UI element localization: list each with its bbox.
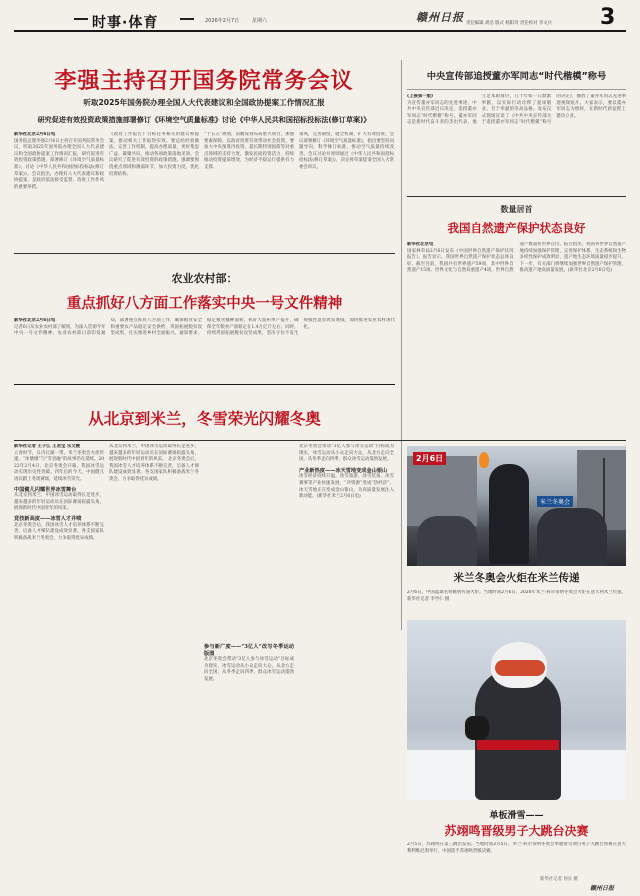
torchbearer-figure bbox=[489, 464, 529, 564]
newspaper-logo: 赣州日报 bbox=[416, 11, 464, 24]
olympic-headline: 从北京到米兰，冬雪荣光闪耀冬奥 bbox=[88, 410, 321, 428]
goggles-icon bbox=[495, 660, 545, 676]
lead-dateline: 新华社北京2月6日电 bbox=[14, 132, 56, 137]
snowboard-photo bbox=[407, 620, 626, 800]
headline-rule bbox=[407, 89, 626, 90]
right-top-body: (上接第一版) 为宣传董亦军同志的先进事迹，中共中央宣传部近日决定，追授董亦军同志“时代楷模”称号。董亦军同志是新时代奋斗者的杰出代表，他立足本职岗位，几十年如一日默默奉献，以实际行动诠释了爱岗敬业、甘于奉献的崇高品格。发布仪式现场宣读了《中共中央宣传部关于追授董亦军同志“时代楷模”称号的决定》，播放了董亦军同志先进事迹视频短片。大家表示，要以董亦军同志为榜样，在新时代新征程上建功立业。 bbox=[407, 94, 626, 126]
photo-top-headline: 米兰冬奥会火炬在米兰传递 bbox=[453, 572, 580, 584]
photo-banner: 米兰冬奥会 bbox=[537, 496, 573, 507]
masthead bbox=[0, 0, 640, 40]
photo-bottom-caption: 2月5日，苏翊鸣在第三跳出发前。当地时间2月5日，米兰-科尔蒂纳冬奥会单板滑雪项目男子大跳台预赛在意大利利维尼奥举行，中国选手苏翊鸣晋级决赛。 bbox=[407, 842, 626, 854]
photo-bottom-credit: 新华社记者 何长 摄 bbox=[540, 877, 578, 882]
olympic-subhead-3: 参与新广度——“3亿人”改写冬季运动版图 bbox=[204, 644, 294, 657]
section-rule bbox=[14, 384, 395, 385]
glove-icon bbox=[465, 716, 489, 740]
right-mid-headline: 我国自然遗产保护状态良好 bbox=[447, 221, 586, 235]
column-divider bbox=[401, 60, 402, 630]
athlete-jacket-stripe bbox=[477, 740, 559, 750]
section-rule bbox=[407, 196, 626, 197]
crowd-figure bbox=[537, 508, 607, 566]
olympic-byline: 新华社记者 王子江 王君宝 乐文婉 bbox=[14, 444, 81, 449]
section-ornament-icon bbox=[74, 18, 88, 20]
olympic-col-4: 北京冬奥会带动“3亿人参与冰雪运动”目标成为现实，冰雪运动从小众走向大众，从北方走向全国，从冬季走向四季，群众冰雪运动蓬勃发展。 产业新热度——冰天雪地变成金山银山 冰雪经济持续升温，冰雪旅游、冰雪装备、冰雪赛事等产业快速发展，“冷资源”变成“热经济”，冰天雪地正在变成金山银山，为高质量发展注入新动能。(新华社米兰2月6日电) bbox=[299, 444, 394, 500]
lead-deck-2: 研究促进有效投资政策措施部署修订《环境空气质量标准》讨论《中华人民共和国招标投标法(修订草案)》 bbox=[37, 115, 371, 124]
olympic-col-3: 参与新广度——“3亿人”改写冬季运动版图 北京冬奥会带动“3亿人参与冰雪运动”目标成为现实，冰雪运动从小众走向大众，从北方走向全国，从冬季走向四季，群众冰雪运动蓬勃发展。 bbox=[204, 644, 294, 682]
editor-credits: 责任编辑 胡浩 版式 杨阳诗 责任校对 李文兵 bbox=[466, 21, 553, 26]
photo-date-badge: 2月6日 bbox=[413, 452, 446, 465]
lead-body-col-4: 领域，完善制度，健全机制，扩大有效投资。会议部署修订《环境空气质量标准》，指出要坚持问题导向，科学修订标准，推动空气质量持续改善。会议讨论并原则通过《中华人民共和国招标投标法(修订草案)》，决定将草案提请全国人大常委会审议。 bbox=[299, 132, 394, 170]
section-rule bbox=[14, 440, 626, 441]
crowd-figure bbox=[417, 516, 477, 566]
olympic-subhead-4: 产业新热度——冰天雪地变成金山银山 bbox=[299, 467, 388, 474]
right-mid-kicker: 数量居首 bbox=[500, 205, 533, 214]
page-number: 3 bbox=[600, 5, 616, 30]
agri-kicker: 农业农村部： bbox=[171, 272, 238, 285]
photo-bottom-headline: 苏翊鸣晋级男子大跳台决赛 bbox=[444, 824, 589, 838]
torch-flame-icon bbox=[479, 452, 489, 468]
lead-deck-1: 听取2025年国务院办理全国人大代表建议和全国政协提案工作情况汇报 bbox=[83, 98, 325, 107]
lead-body-col-2: 《政府工作报告》目标任务相关的建议和提案，推动相关工作取得实效。要总结经验做法，完善工作机制，提高办理质量，更好集思广益、凝聚共识，推动各项政策落地见效。会议研究了促进有效投资的政策措施，强调要围绕重点领域和薄弱环节，加大投资力度，优化投资结构。 bbox=[109, 132, 199, 177]
photo-top-caption: 2月6日，中国篮球名将姚明传递火炬。当地时间2月6日，2026年米兰-科尔蒂纳冬奥会火炬在意大利米兰传递。新华社记者 李学仁 摄 bbox=[407, 590, 626, 602]
lead-headline: 李强主持召开国务院常务会议 bbox=[54, 69, 354, 94]
issue-date: 2026年2月7日 bbox=[205, 18, 240, 24]
section-ornament-icon bbox=[180, 18, 194, 20]
olympic-subhead-2: 竞技新高度——冰雪人才井喷 bbox=[14, 515, 82, 522]
photo-bottom-kicker: 单板滑雪—— bbox=[489, 811, 544, 821]
agri-body: 新华社北京2月6日电 记者6日从农业农村部了解到，为深入贯彻今年中央一号文件精神，农业农村部日前印发通知，部署重点抓好八方面工作，确保粮食安全和重要农产品稳定安全供给，巩固拓展脱贫攻坚成果，扎实推进乡村全面振兴。通知要求，稳定粮食播种面积，抓好大面积单产提升，确保全年粮食产量稳定在1.4万亿斤左右。同时，持续巩固拓展脱贫攻坚成果，坚决守住不发生规模性返贫致贫底线，加快推进农业农村现代化。 bbox=[14, 318, 395, 337]
issue-weekday: 星期六 bbox=[252, 18, 268, 24]
right-mid-body: 新华社北京电 国家林草局2月6日发布《中国世界自然遗产保护状况报告》，报告显示，我国世界自然遗产保护状态总体良好。截至目前，我国共有世界遗产59项，其中世界自然遗产15项、世界文化与自然双重遗产4项，世界自然遗产数量居世界首位。报告指出，我国各世界自然遗产地持续加强保护管理，完善保护体系，生态系统和生物多样性保护成效明显，遗产地生态环境质量稳步提升。下一步，有关部门将继续加强世界自然遗产保护管理，推动遗产地高质量发展。(新华社北京2月6日电) bbox=[407, 242, 626, 274]
right-top-headline: 中央宣传部追授董亦军同志“时代楷模”称号 bbox=[426, 71, 607, 82]
olympic-col-1: 新华社记者 王子江 王君宝 乐文婉 立春时节，日内瓦湖一带，米兰冬奥会火炬传递。“冰墩墩”与“雪容融”的故事仍在延续。2022年2月4日，北京冬奥会开幕，我国冰雪运动实现历史性突破。四年后的今天，中国健儿再次踏上冬奥赛场，延续冰雪荣光。 中国健儿闪耀世界冰雪舞台 从北京到米兰，中国冰雪运动取得长足进步，越来越多的年轻运动员在国际赛场崭露头角，展现新时代中国青年的风采。 竞技新高度——冰雪人才井喷 北京冬奥会后，我国冰雪人才培养体系不断完善，后备人才梯队建设成效显著。各支国家队积极备战米兰冬奥会，力争取得优异成绩。 bbox=[14, 444, 104, 541]
agri-headline: 重点抓好八方面工作落实中央一号文件精神 bbox=[66, 296, 343, 312]
lead-body-col-1: 新华社北京2月6日电 国务院总理李强2月6日主持召开国务院常务会议，听取2025年国务院办理全国人大代表建议和全国政协提案工作情况汇报，研究促进有效投资政策措施，部署修订《环境空气质量标准》，讨论《中华人民共和国招标投标法(修订草案)》。会议指出，办理好人大代表建议和政协提案，是政府依法接受监督、改进工作作风的重要举措。 bbox=[14, 132, 104, 190]
olympic-subhead-1: 中国健儿闪耀世界冰雪舞台 bbox=[14, 486, 77, 493]
section-label: 时事·体育 bbox=[92, 15, 159, 31]
footer-logo: 赣州日报 bbox=[590, 885, 615, 892]
lead-body-col-3: “十五五”规划，前瞻谋划布局重大项目，加强要素保障，以政府投资有效带动社会投资。要加大中央预算内投资、超长期特别国债等对重点领域的支持力度，激发民间投资活力，持续推动投资提质增效，为经济平稳运行提供有力支撑。 bbox=[204, 132, 294, 170]
section-rule bbox=[14, 253, 395, 254]
olympic-col-2: 从北京到米兰，中国冰雪运动取得长足进步，越来越多的年轻运动员在国际赛场崭露头角，展现新时代中国青年的风采。 北京冬奥会后，我国冰雪人才培养体系不断完善，后备人才梯队建设成效显著。各支国家队积极备战米兰冬奥会，力争取得优异成绩。 bbox=[109, 444, 199, 482]
torch-relay-photo bbox=[407, 446, 626, 566]
